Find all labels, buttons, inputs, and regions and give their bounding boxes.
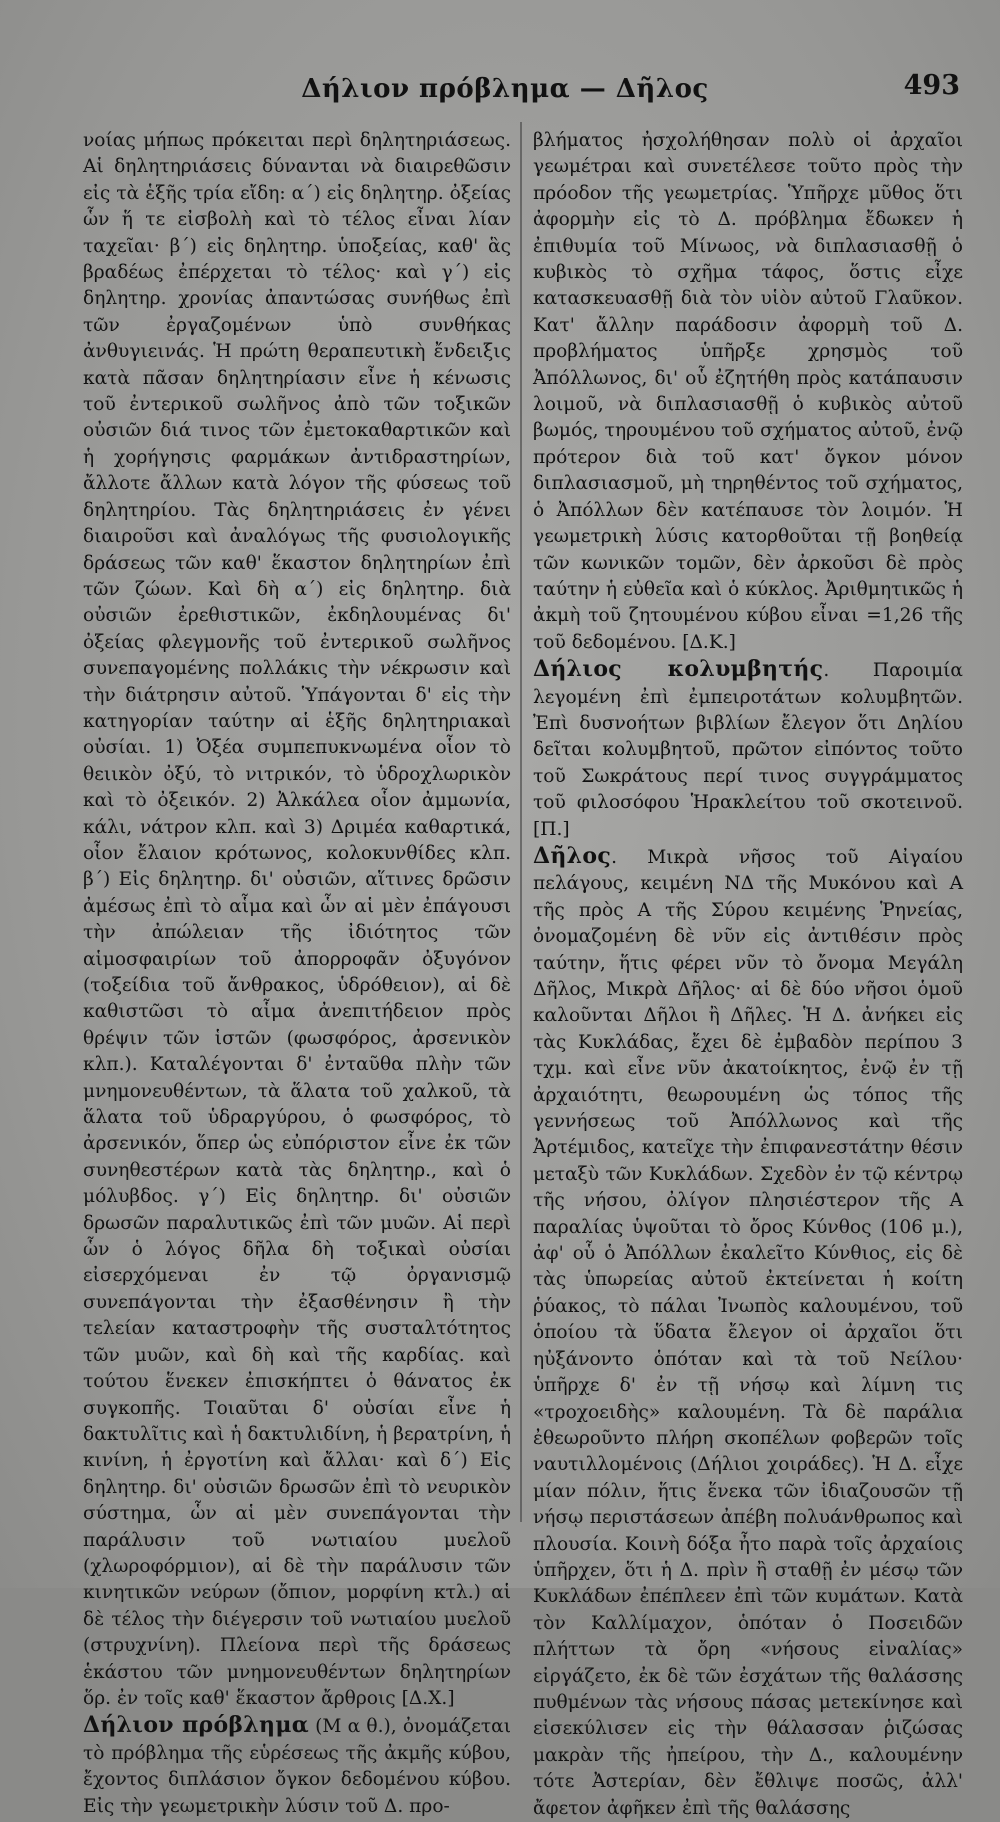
entry-delion-problema [83,1712,511,1820]
entry-body: (Μ α θ.), ὀνομάζεται τὸ πρόβλημα τῆς εὑρέσεως τῆς ἀκμῆς κύβου, ἔχοντος διπλάσιον ὄγκον δεδομένου κύβου. Εἰς τὴν γεωμετρικὴν λύσιν τοῦ Δ. προ- [83,1716,512,1817]
left-column [83,128,512,1817]
entry-delos [533,843,963,1822]
entry-headword: Δήλιον πρόβλημα [83,1712,309,1739]
entry-headword: Δῆλος [533,842,612,869]
page-header [90,70,960,110]
page-number: 493 [903,70,960,101]
left-column-text: νοίας μήπως πρόκειται περὶ δηλητηριάσεως. Αἱ δηλητηριάσεις δύνανται νὰ διαιρεθῶσιν εἰς τὰ ἑξῆς τρία εἴδη: α΄) εἰς δηλητηρ. ὀξείας ὧν ἥ τε εἰσβολὴ καὶ τὸ τέλος εἶναι λίαν ταχεῖαι· β΄) εἰς δηλητηρ. ὑποξείας, καθ' ἃς βραδέως ἐπέρχεται τὸ τέλος· καὶ γ΄) εἰς δηλητηρ. χρονίας ἀπαντώσας συνήθως ἐπὶ τῶν ἐργαζομένων ὑπὸ συνθήκας ἀνθυγιεινάς. Ἡ πρώτη θεραπευτικὴ ἔνδειξις κατὰ πᾶσαν δηλητηρίασιν εἶνε ἡ κένωσις τοῦ ἐντερικοῦ σωλῆνος ἀπὸ τῶν τοξικῶν οὐσιῶν διά τινος τῶν ἐμετοκαθαρτικῶν καὶ ἡ χορήγησις φαρμάκων ἀντιδραστηρίων, ἄλλοτε ἄλλων κατὰ λόγον τῆς φύσεως τοῦ δηλητηρίου. Τὰς δηλητηριάσεις ἐν γένει διαιροῦσι καὶ ἀναλόγως τῆς φυσιολογικῆς δράσεως τῶν καθ' ἕκαστον δηλητηρίων ἐπὶ τῶν ζώων. Καὶ δὴ α΄) εἰς δηλητηρ. διὰ οὐσιῶν ἐρεθιστικῶν, ἐκδηλουμένας δι' ὀξείας φλεγμονῆς τοῦ ἐντερικοῦ σωλῆνος συνεπαγομένης πολλάκις τὴν νέκρωσιν καὶ τὴν διάτρησιν αὐτοῦ. Ὑπάγονται δ' εἰς τὴν κατηγορίαν ταύτην αἱ ἑξῆς δηλητηριακαὶ οὐσίαι. 1) Ὀξέα συμπεπυκνωμένα οἷον τὸ θειικὸν ὀξύ, τὸ νιτρικόν, τὸ ὑδροχλωρικὸν καὶ τὸ ὀξεικόν. 2) Ἀλκάλεα οἷον ἀμμωνία, κάλι, νάτρον κλπ. καὶ 3) Δριμέα καθαρτικά, οἷον ἔλαιον κρότωνος, κολοκυνθίδες κλπ. β΄) Εἰς δηλητηρ. δι' οὐσιῶν, αἵτινες δρῶσιν ἀμέσως ἐπὶ τὸ αἷμα καὶ ὧν αἱ μὲν ἐπάγουσι τὴν ἀπώλειαν τῆς ἰδιότητος τῶν αἱμοσφαιρίων τοῦ ἀπορροφᾶν ὀξυγόνον (τοξείδια τοῦ ἄνθρακος, ὑδρόθειον), αἱ δὲ καθιστῶσι τὸ αἷμα ἀνεπιτήδειον πρὸς θρέψιν τῶν ἱστῶν (φωσφόρος, ἀρσενικὸν κλπ.). Καταλέγονται δ' ἐνταῦθα πλὴν τῶν μνημονευθέντων, τὰ ἅλατα τοῦ χαλκοῦ, τὰ ἅλατα τοῦ ὑδραργύρου, ὁ φωσφόρος, τὸ ἀρσενικόν, ὅπερ ὡς εὐπόριστον εἶνε ἐκ τῶν συνηθεστέρων κατὰ τὰς δηλητηρ., καὶ ὁ μόλυβδος. γ΄) Εἰς δηλητηρ. δι' οὐσιῶν δρωσῶν παραλυτικῶς ἐπὶ τῶν μυῶν. Αἱ περὶ ὧν ὁ λόγος δῆλα δὴ τοξικαὶ οὐσίαι εἰσερχόμεναι ἐν τῷ ὀργανισμῷ συνεπάγονται τὴν ἐξασθένησιν ἢ τὴν τελείαν καταστροφὴν τῆς συσταλτότητος τῶν μυῶν, καὶ δὴ καὶ τῆς καρδίας. καὶ τούτου ἕνεκεν ἐπισκήπτει ὁ θάνατος ἐκ συγκοπῆς. Τοιαῦται δ' οὐσίαι εἶνε ἡ δακτυλῖτις καὶ ἡ δακτυλιδίνη, ἡ βερατρίνη, ἡ κινίνη, ἡ ἐργοτίνη καὶ ἄλλαι· καὶ δ΄) Εἰς δηλητηρ. δι' οὐσιῶν δρωσῶν ἐπὶ τὸ νευρικὸν σύστημα, ὧν αἱ μὲν συνεπάγονται τὴν παράλυσιν τοῦ νωτιαίου μυελοῦ (χλωροφόρμιον), αἱ δὲ τὴν παράλυσιν τῶν κινητικῶν νεύρων (ὄπιον, μορφίνη κτλ.) αἱ δὲ τέλος τὴν διέγερσιν τοῦ νωτιαίου μυελοῦ (στρυχνίνη). Πλείονα περὶ τῆς δράσεως ἑκάστου τῶν μνημονευθέντων δηλητηρίων ὅρ. ἐν τοῖς καθ' ἕκαστον ἄρθροις [Δ.Χ.] [83,130,511,1709]
column-rule [520,122,522,1522]
right-column [533,128,963,1819]
right-column-text: βλήματος ἠσχολήθησαν πολὺ οἱ ἀρχαῖοι γεωμέτραι καὶ συνετέλεσε τοῦτο πρὸς τὴν πρόοδον τῆς γεωμετρίας. Ὑπῆρχε μῦθος ὅτι ἀφορμὴν εἰς τὸ Δ. πρόβλημα ἔδωκεν ἡ ἐπιθυμία τοῦ Μίνωος, νὰ διπλασιασθῇ ὁ κυβικὸς τὸ σχῆμα τάφος, ὅστις εἶχε κατασκευασθῇ διὰ τὸν υἱὸν αὐτοῦ Γλαῦκον. Κατ' ἄλλην παράδοσιν ἀφορμὴ τοῦ Δ. προβλήματος ὑπῆρξε χρησμὸς τοῦ Ἀπόλλωνος, δι' οὗ ἐζητήθη πρὸς κατάπαυσιν λοιμοῦ, νὰ διπλασιασθῇ ὁ κυβικὸς αὐτοῦ βωμός, τηρουμένου τοῦ σχήματος αὐτοῦ, ἐνῷ πρότερον διὰ τοῦ κατ' ὄγκον μόνον διπλασιασμοῦ, μὴ τηρηθέντος τοῦ σχήματος, ὁ Ἀπόλλων δὲν κατέπαυσε τὸν λοιμόν. Ἡ γεωμετρικὴ λύσις κατορθοῦται τῇ βοηθείᾳ τῶν κωνικῶν τομῶν, δὲν ἀρκοῦσι δὲ πρὸς ταύτην ἡ εὐθεῖα καὶ ὁ κύκλος. Ἀριθμητικῶς ἡ ἀκμὴ τοῦ ζητουμένου κύβου εἶναι =1,26 τῆς τοῦ δεδομένου. [Δ.Κ.] [533,130,963,653]
entry-delios-kolymvitis [533,656,963,843]
entry-headword: Δήλιος κολυμβητής [533,656,824,683]
entry-body: . Μικρὰ νῆσος τοῦ Αἰγαίου πελάγους, κειμένη ΝΔ τῆς Μυκόνου καὶ Α τῆς πρὸς Α τῆς Σύρου κειμένης Ῥηνείας, ὀνομαζομένη δὲ νῦν εἰς ἀντιθέσιν πρὸς ταύτην, ἥτις φέρει νῦν τὸ ὄνομα Μεγάλη Δῆλος, Μικρὰ Δῆλος· αἱ δὲ δύο νῆσοι ὁμοῦ καλοῦνται Δῆλοι ἢ Δῆλες. Ἡ Δ. ἀνήκει εἰς τὰς Κυκλάδας, ἔχει δὲ ἐμβαδὸν περίπου 3 τχμ. καὶ εἶνε νῦν ἀκατοίκητος, ἐνῷ ἐν τῇ ἀρχαιότητι, θεωρουμένη ὡς τόπος τῆς γεννήσεως τοῦ Ἀπόλλωνος καὶ τῆς Ἀρτέμιδος, κατεῖχε τὴν ἐπιφανεστάτην θέσιν μεταξὺ τῶν Κυκλάδων. Σχεδὸν ἐν τῷ κέντρῳ τῆς νήσου, ὀλίγον πλησιέστερον τῆς Α παραλίας ὑψοῦται τὸ ὄρος Κύνθος (106 μ.), ἀφ' οὗ ὁ Ἀπόλλων ἐκαλεῖτο Κύνθιος, εἰς δὲ τὰς ὑπωρείας αὐτοῦ ἐκτείνεται ἡ κοίτη ῥύακος, τὸ πάλαι Ἰνωπὸς καλουμένου, τοῦ ὁποίου τὰ ὕδατα ἔλεγον οἱ ἀρχαῖοι ὅτι ηὐξάνοντο ὁπόταν καὶ τὰ τοῦ Νείλου· ὑπῆρχε δ' ἐν τῇ νήσῳ καὶ λίμνη τις «τροχοειδὴς» καλουμένη. Τὰ δὲ παράλια ἐθεωροῦντο πλήρη σκοπέλων φοβερῶν τοῖς ναυτιλλομένοις (Δήλιοι χοιράδες). Ἡ Δ. εἶχε μίαν πόλιν, ἥτις ἕνεκα τῶν ἰδιαζουσῶν τῇ νήσῳ περιστάσεων ἀπέβη πολυάνθρωπος καὶ πλουσία. Κοινὴ δόξα ἦτο παρὰ τοῖς ἀρχαίοις ὑπῆρχεν, ὅτι ἡ Δ. πρὶν ἢ σταθῇ ἐν μέσῳ τῶν Κυκλάδων ἐπέπλεεν ἐπὶ τῶν κυμάτων. Κατὰ τὸν Καλλίμαχον, ὁπόταν ὁ Ποσειδῶν πλήττων τὰ ὄρη «νήσους εἰναλίας» εἰργάζετο, ἐκ δὲ τῶν ἐσχάτων τῆς θαλάσσης πυθμένων τὰς νήσους πάσας μετεκίνησε καὶ εἰσεκύλισεν εἰς τὴν θάλασσαν ῥιζώσας μακρὰν τῆς ἠπείρου, τὴν Δ., καλουμένην τότε Ἀστερίαν, δὲν ἔθλιψε ποσῶς, ἀλλ' ἄφετον ἀφῆκεν ἐπὶ τῆς θαλάσσης [533,846,963,1819]
entry-body: . Παροιμία λεγομένη ἐπὶ ἐμπειροτάτων κολυμβητῶν. Ἐπὶ δυσνοήτων βιβλίων ἔλεγον ὅτι Δηλίου δεῖται κολυμβητοῦ, πρῶτον εἰπόντος τοῦτο τοῦ Σωκράτους περί τινος συγγράμματος τοῦ φιλοσόφου Ἡρακλείτου τοῦ σκοτεινοῦ. [Π.] [533,660,963,840]
running-head: Δήλιον πρόβλημα — Δῆλος [301,74,709,104]
